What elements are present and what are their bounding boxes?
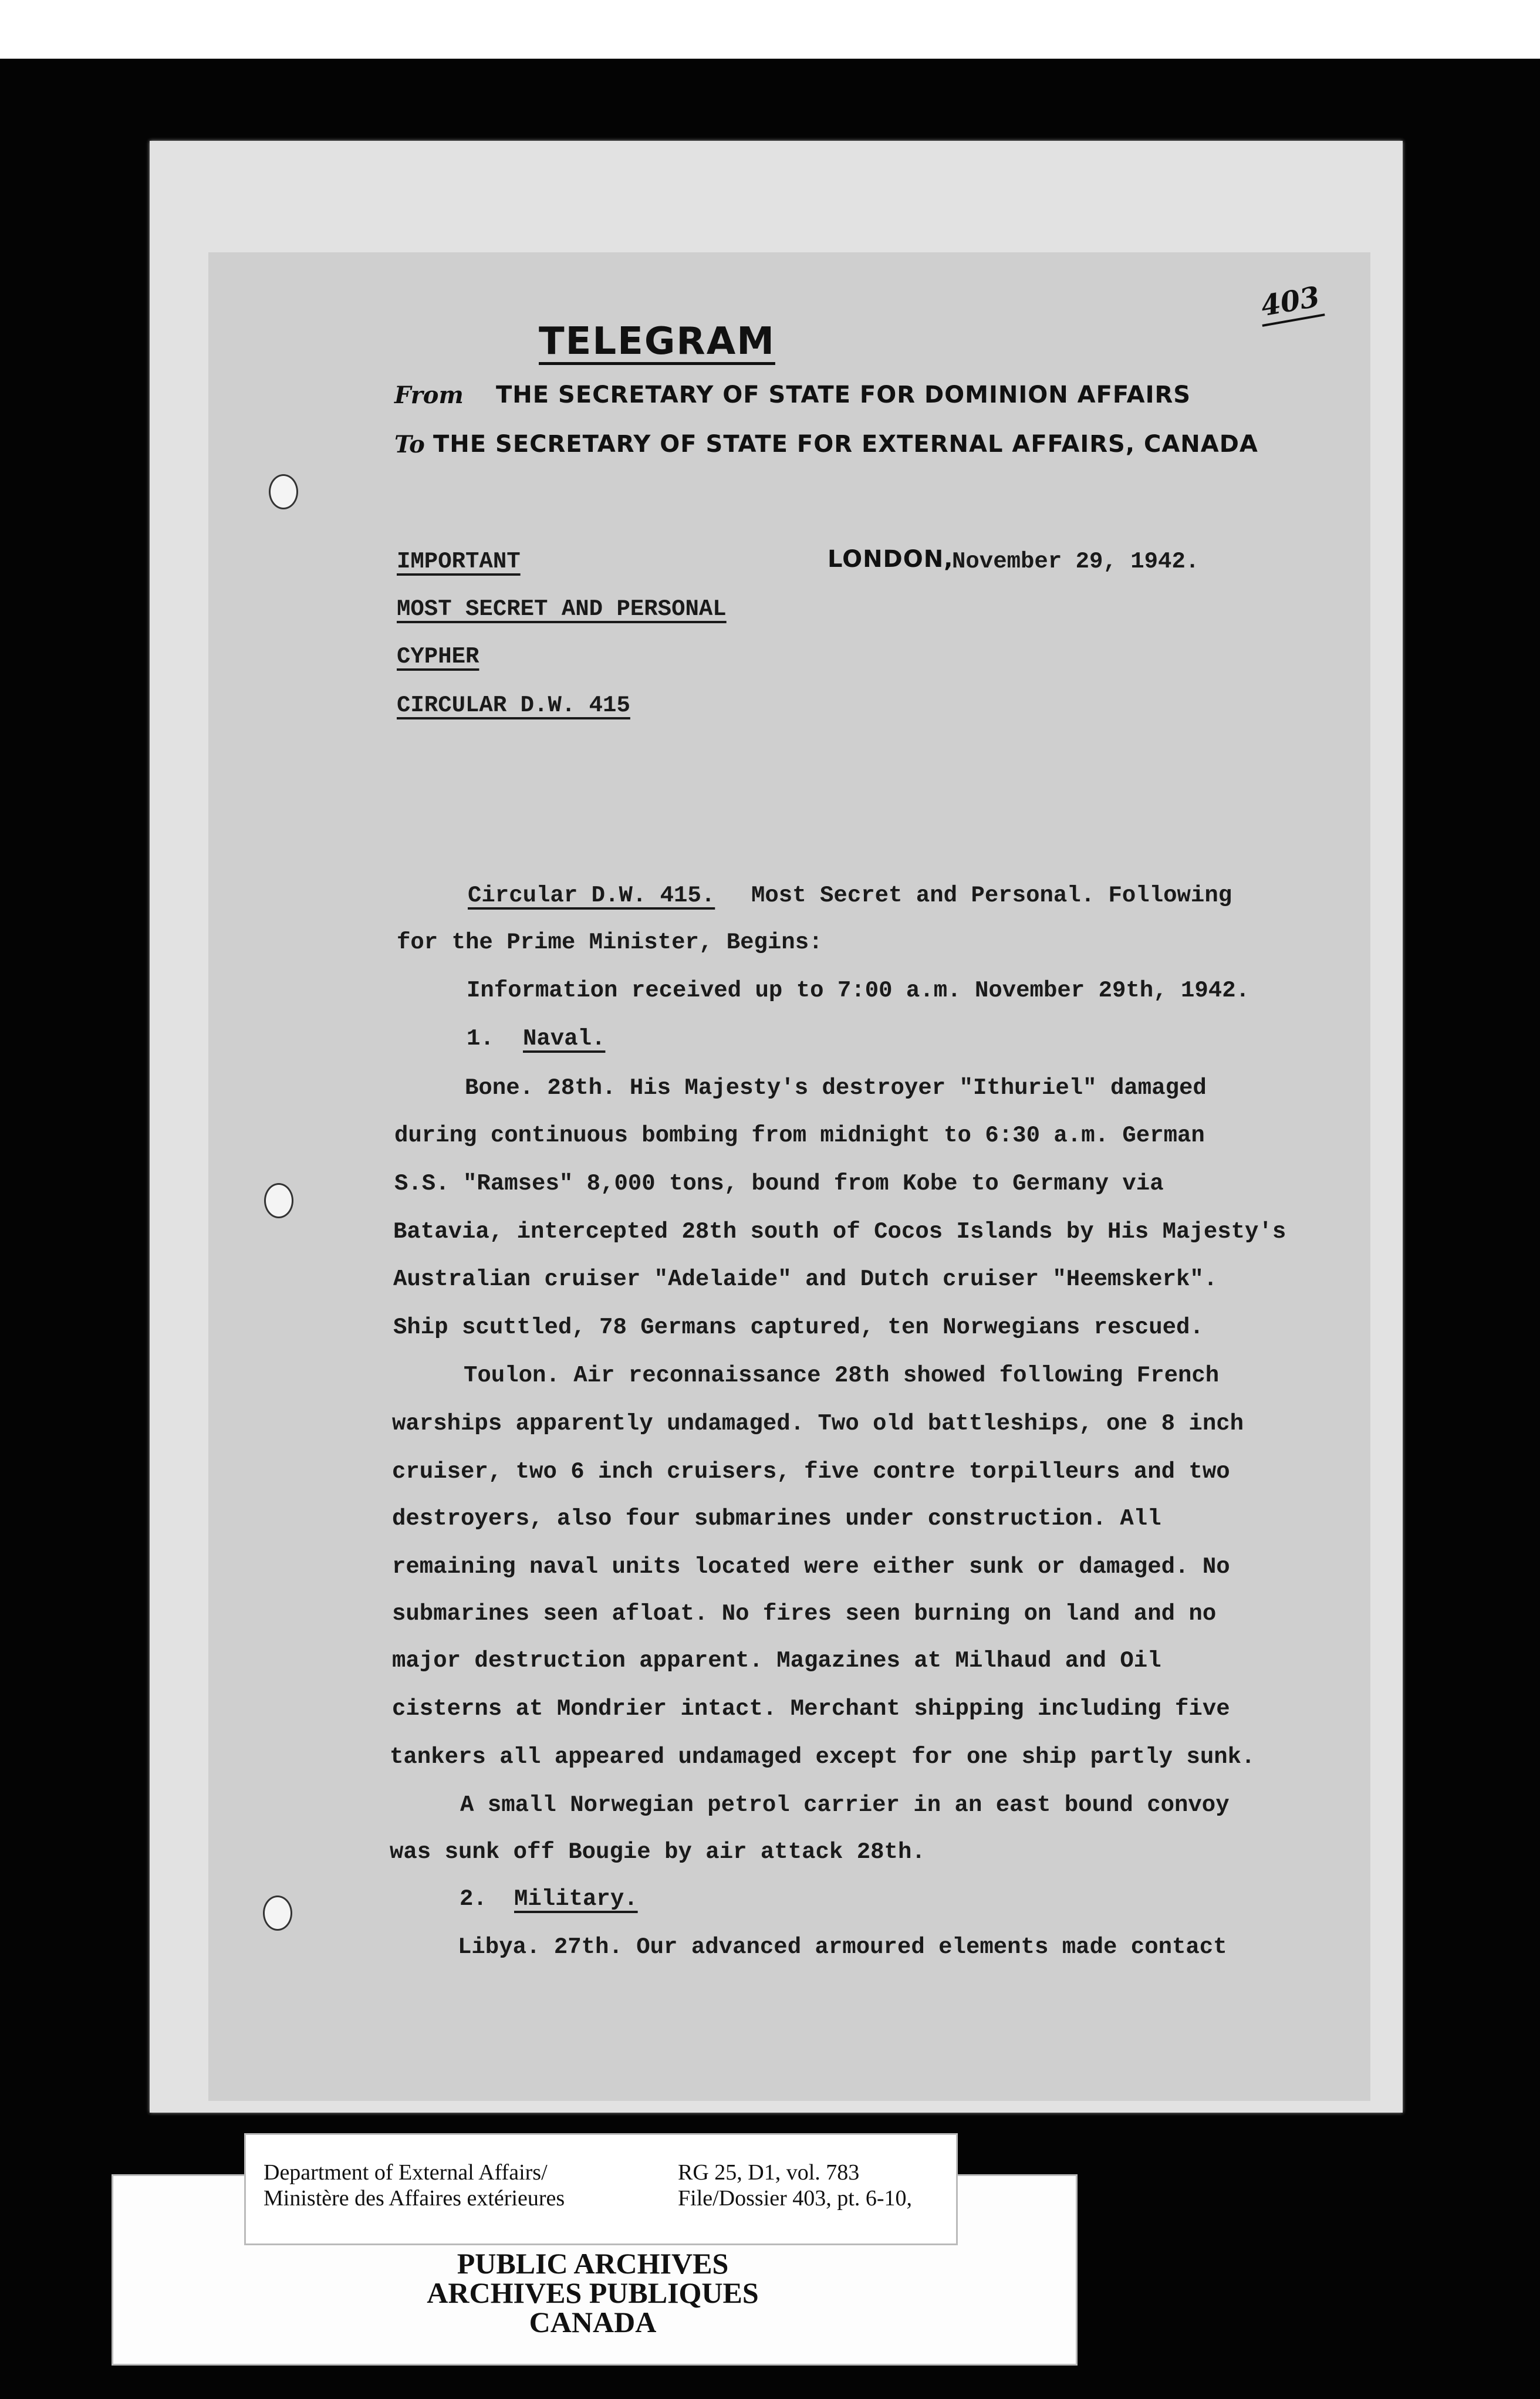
to-value: THE SECRETARY OF STATE FOR EXTERNAL AFFAIRS, CANADA <box>433 431 1258 458</box>
from-value: THE SECRETARY OF STATE FOR DOMINION AFFAIRS <box>496 381 1191 408</box>
to-label: To <box>394 431 425 458</box>
body-line: cruiser, two 6 inch cruisers, five contre torpilleurs and two <box>392 1459 1230 1485</box>
archives-country: CANADA <box>529 2306 657 2339</box>
classification-cypher: CYPHER <box>397 644 479 670</box>
punch-hole <box>264 1183 293 1218</box>
archives-title <box>346 2249 839 2337</box>
record-group: RG 25, D1, vol. 783 <box>678 2160 860 2185</box>
punch-hole <box>263 1895 292 1931</box>
body-line: Bone. 28th. His Majesty's destroyer "Ithuriel" damaged <box>465 1075 1207 1101</box>
body-line: Batavia, intercepted 28th south of Cocos Islands by His Majesty's <box>393 1219 1286 1245</box>
telegram-title: TELEGRAM <box>539 320 775 363</box>
punch-hole <box>269 474 298 509</box>
section-heading: Military. <box>514 1886 638 1912</box>
department-label <box>264 2160 565 2211</box>
classification-circular: CIRCULAR D.W. 415 <box>397 692 630 718</box>
body-line: destroyers, also four submarines under construction. All <box>392 1506 1161 1532</box>
body-line: Toulon. Air reconnaissance 28th showed following French <box>464 1363 1220 1388</box>
classification-secret: MOST SECRET AND PERSONAL <box>397 596 727 622</box>
body-line: major destruction apparent. Magazines at Milhaud and Oil <box>392 1648 1161 1674</box>
date: November 29, 1942. <box>952 549 1200 575</box>
body-line: Ship scuttled, 78 Germans captured, ten Norwegians rescued. <box>393 1315 1204 1340</box>
classification-important: IMPORTANT <box>397 549 521 575</box>
body-line: for the Prime Minister, Begins: <box>397 930 823 955</box>
section-number: 2. <box>460 1886 487 1912</box>
archives-french: ARCHIVES PUBLIQUES <box>427 2276 759 2309</box>
body-line: was sunk off Bougie by air attack 28th. <box>390 1839 926 1865</box>
file-dossier: File/Dossier 403, pt. 6-10, <box>678 2186 912 2211</box>
body-line: S.S. "Ramses" 8,000 tons, bound from Kobe to Germany via <box>394 1171 1164 1197</box>
body-line: Libya. 27th. Our advanced armoured elements made contact <box>458 1934 1227 1960</box>
section-number: 1. <box>467 1026 494 1052</box>
department-french: Ministère des Affaires extérieures <box>264 2186 565 2211</box>
body-line: Circular D.W. 415. <box>468 883 715 908</box>
body-line: remaining naval units located were either sunk or damaged. No <box>392 1554 1230 1580</box>
body-line: tankers all appeared undamaged except for one ship partly sunk. <box>390 1744 1255 1770</box>
body-line: Information received up to 7:00 a.m. November 29th, 1942. <box>467 978 1250 1003</box>
body-line: cisterns at Mondrier intact. Merchant shipping including five <box>392 1696 1230 1722</box>
body-line: A small Norwegian petrol carrier in an east bound convoy <box>460 1792 1230 1818</box>
file-reference <box>678 2160 912 2211</box>
from-label: From <box>394 381 464 409</box>
department-english: Department of External Affairs/ <box>264 2160 548 2185</box>
body-line: during continuous bombing from midnight to 6:30 a.m. German <box>394 1123 1205 1148</box>
page-number: 403 <box>1256 280 1325 327</box>
place: LONDON, <box>828 546 954 573</box>
body-line: Australian cruiser "Adelaide" and Dutch cruiser "Heemskerk". <box>393 1266 1218 1292</box>
section-heading: Naval. <box>523 1026 606 1052</box>
body-line: Most Secret and Personal. Following <box>751 883 1232 908</box>
body-line: warships apparently undamaged. Two old battleships, one 8 inch <box>392 1411 1244 1437</box>
archives-english: PUBLIC ARCHIVES <box>457 2247 729 2280</box>
body-line: submarines seen afloat. No fires seen burning on land and no <box>392 1601 1217 1627</box>
